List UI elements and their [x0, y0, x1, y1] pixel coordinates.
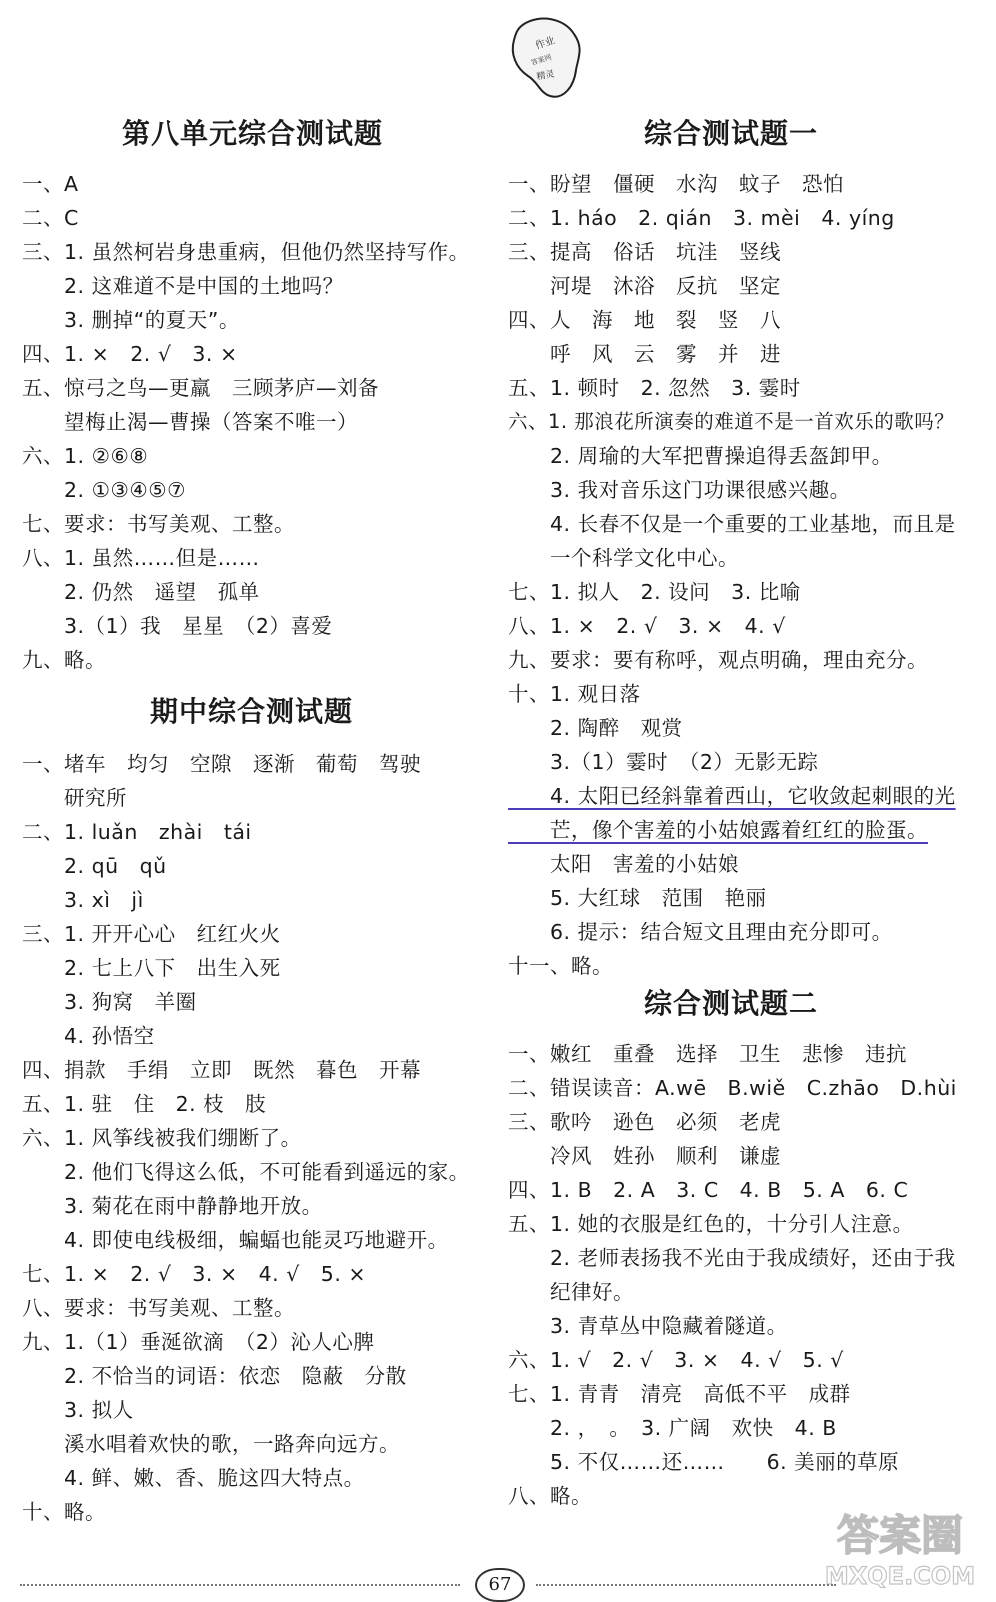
section-title-test2: 综合测试题二: [644, 987, 819, 1020]
svg-text:答案网: 答案网: [530, 53, 553, 68]
answer-line: 一、嫩红 重叠 选择 卫生 悲惨 违抗: [508, 1042, 907, 1066]
answer-line: 四、1. × 2. √ 3. ×: [22, 342, 238, 366]
answer-line: 4. 孙悟空: [22, 1024, 155, 1048]
answer-line: 五、惊弓之鸟—更羸 三顾茅庐—刘备: [22, 376, 379, 400]
answer-line: 3. 狗窝 羊圈: [22, 990, 197, 1014]
answer-line: 纪律好。: [508, 1280, 634, 1304]
section-title-midterm: 期中综合测试题: [150, 695, 354, 728]
answer-line: 九、要求：要有称呼，观点明确，理由充分。: [508, 648, 928, 672]
answer-line: 六、1. √ 2. √ 3. × 4. √ 5. √: [508, 1348, 844, 1372]
svg-text:MXQE.COM: MXQE.COM: [824, 1562, 976, 1590]
answer-line: 二、错误读音：A.wē B.wiě C.zhāo D.hùi: [508, 1076, 957, 1100]
answer-line: 呼 风 云 雾 并 进: [508, 342, 781, 366]
answer-line: 3.（1）霎时 （2）无影无踪: [508, 750, 819, 774]
answer-line: 五、1. 驻 住 2. 枝 肢: [22, 1092, 267, 1116]
underlined-answer-line: 4. 太阳已经斜靠着西山，它收敛起刺眼的光: [508, 784, 956, 808]
answer-line: 五、1. 她的衣服是红色的，十分引人注意。: [508, 1212, 914, 1236]
answer-line: 4. 鲜、嫩、香、脆这四大特点。: [22, 1466, 365, 1490]
section-title-test1: 综合测试题一: [644, 117, 819, 150]
answer-line: 5. 不仅……还…… 6. 美丽的草原: [508, 1450, 900, 1474]
answer-line: 3. 拟人: [22, 1398, 134, 1422]
answer-line: 七、要求：书写美观、工整。: [22, 512, 295, 536]
svg-text:答案圈: 答案圈: [836, 1511, 964, 1560]
answer-line: 二、1. háo 2. qián 3. mèi 4. yíng: [508, 206, 895, 230]
answer-line: 三、1. 虽然柯岩身患重病，但他仍然坚持写作。: [22, 240, 470, 264]
answer-line: 四、捐款 手绢 立即 既然 暮色 开幕: [22, 1058, 421, 1082]
svg-text:精灵: 精灵: [535, 69, 556, 83]
answer-line: 八、1. 虽然……但是……: [22, 546, 260, 570]
answer-line: 八、1. × 2. √ 3. × 4. √: [508, 614, 786, 638]
answer-line: 六、1. ②⑥⑧: [22, 444, 149, 468]
answer-line: 一、A: [22, 172, 79, 196]
stamp-logo: [506, 12, 590, 104]
page-number: 67: [475, 1568, 525, 1602]
footer-dotted-rule-right: [536, 1584, 836, 1586]
answer-line: 三、提高 俗话 坑洼 竖线: [508, 240, 781, 264]
answer-line: 一个科学文化中心。: [508, 546, 739, 570]
answer-line: 2. ， 。 3. 广阔 欢快 4. B: [508, 1416, 837, 1440]
answer-line: 三、歌吟 逊色 必须 老虎: [508, 1110, 781, 1134]
answer-line: 太阳 害羞的小姑娘: [508, 852, 739, 876]
answer-line: 2. 他们飞得这么低，不可能看到遥远的家。: [22, 1160, 470, 1184]
answer-line: 八、要求：书写美观、工整。: [22, 1296, 295, 1320]
answer-line: 2. 仍然 遥望 孤单: [22, 580, 260, 604]
answer-line: 溪水唱着欢快的歌，一路奔向远方。: [22, 1432, 400, 1456]
answer-line: 七、1. 青青 清亮 高低不平 成群: [508, 1382, 851, 1406]
footer-dotted-rule-left: [20, 1584, 460, 1586]
answer-line: 十、1. 观日落: [508, 682, 641, 706]
answer-line: 十一、略。: [508, 954, 613, 978]
answer-line: 六、1. 风筝线被我们绷断了。: [22, 1126, 302, 1150]
answer-line: 3.（1）我 星星 （2）喜爱: [22, 614, 333, 638]
answer-line: 5. 大红球 范围 艳丽: [508, 886, 767, 910]
answer-line: 一、盼望 僵硬 水沟 蚊子 恐怕: [508, 172, 844, 196]
answer-line: 2. qū qǔ: [22, 854, 167, 878]
answer-line: 2. ①③④⑤⑦: [22, 478, 186, 502]
answer-line: 2. 陶醉 观赏: [508, 716, 683, 740]
answer-line: 十、略。: [22, 1500, 106, 1524]
answer-line: 八、略。: [508, 1484, 592, 1508]
answer-line: 二、C: [22, 206, 79, 230]
section-title-unit8: 第八单元综合测试题: [122, 117, 384, 150]
answer-line: 4. 长春不仅是一个重要的工业基地，而且是: [508, 512, 956, 536]
answer-line: 3. 菊花在雨中静静地开放。: [22, 1194, 323, 1218]
answer-line: 七、1. × 2. √ 3. × 4. √ 5. ×: [22, 1262, 367, 1286]
answer-line: 2. 这难道不是中国的土地吗？: [22, 274, 344, 298]
answer-line: 六、1. 那浪花所演奏的难道不是一首欢乐的歌吗？: [508, 410, 955, 433]
answer-line: 2. 周瑜的大军把曹操追得丢盔卸甲。: [508, 444, 893, 468]
answer-line: 6. 提示：结合短文且理由充分即可。: [508, 920, 893, 944]
answer-line: 研究所: [22, 786, 127, 810]
answer-line: 一、堵车 均匀 空隙 逐渐 葡萄 驾驶: [22, 752, 421, 776]
answer-line: 3. xì jì: [22, 888, 144, 912]
answer-line: 冷风 姓孙 顺利 谦虚: [508, 1144, 781, 1168]
answer-line: 九、略。: [22, 648, 106, 672]
answer-line: 四、1. B 2. A 3. C 4. B 5. A 6. C: [508, 1178, 909, 1202]
answer-line: 3. 青草丛中隐藏着隧道。: [508, 1314, 788, 1338]
underlined-answer-line: 芒，像个害羞的小姑娘露着红红的脸蛋。: [508, 818, 928, 842]
answer-line: 河堤 沐浴 反抗 坚定: [508, 274, 781, 298]
answer-line: 2. 老师表扬我不光由于我成绩好，还由于我: [508, 1246, 956, 1270]
answer-line: 七、1. 拟人 2. 设问 3. 比喻: [508, 580, 801, 604]
answer-line: 二、1. luǎn zhài tái: [22, 820, 252, 844]
answer-line: 4. 即使电线极细，蝙蝠也能灵巧地避开。: [22, 1228, 449, 1252]
answer-line: 3. 删掉“的夏天”。: [22, 308, 240, 332]
answer-line: 九、1.（1）垂涎欲滴 （2）沁人心脾: [22, 1330, 375, 1354]
answer-line: 五、1. 顿时 2. 忽然 3. 霎时: [508, 376, 801, 400]
answer-line: 四、人 海 地 裂 竖 八: [508, 308, 781, 332]
answer-line: 2. 不恰当的词语：依恋 隐蔽 分散: [22, 1364, 407, 1388]
answer-line: 2. 七上八下 出生入死: [22, 956, 281, 980]
answer-line: 三、1. 开开心心 红红火火: [22, 922, 281, 946]
page-footer: [0, 1560, 996, 1600]
answer-line: 望梅止渴—曹操（答案不唯一）: [22, 410, 358, 434]
svg-text:作业: 作业: [534, 35, 557, 52]
answer-line: 3. 我对音乐这门功课很感兴趣。: [508, 478, 851, 502]
